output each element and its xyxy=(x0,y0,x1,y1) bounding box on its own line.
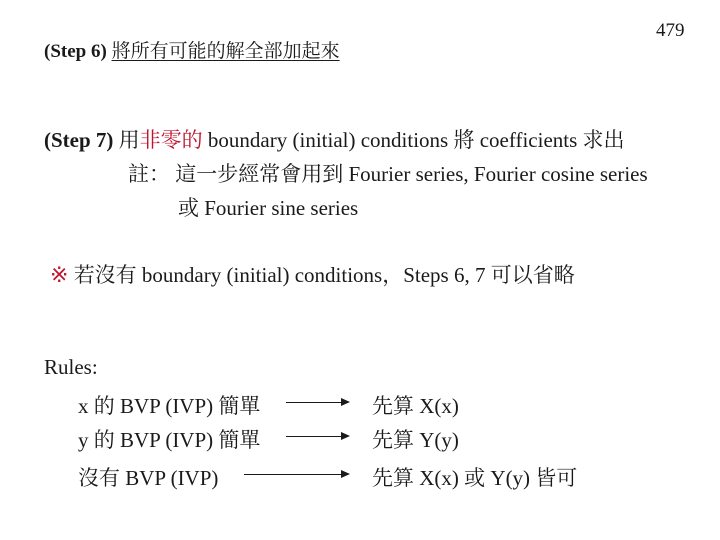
rule-1-condition: x 的 BVP (IVP) 簡單 xyxy=(78,394,261,418)
step-6-line xyxy=(44,36,340,63)
step-7-line xyxy=(44,124,625,154)
rules-title: Rules: xyxy=(44,355,98,379)
arrow-right-icon xyxy=(286,436,348,437)
arrow-right-icon xyxy=(286,402,348,403)
arrow-right-icon xyxy=(244,474,348,475)
remark-text: 若沒有 boundary (initial) conditions，Steps 6, 7 可以省略 xyxy=(68,263,575,287)
step-7-highlight: 非零的 xyxy=(139,128,203,152)
page-number: 479 xyxy=(656,20,685,41)
step-7-label: (Step 7) xyxy=(44,128,114,152)
step-6-label: (Step 6) xyxy=(44,41,107,62)
rule-1-result: 先算 X(x) xyxy=(372,394,459,418)
note-line-1: 註： 這一步經常會用到 Fourier series, Fourier cosine series xyxy=(128,162,648,186)
rule-3-condition: 沒有 BVP (IVP) xyxy=(78,466,219,490)
step-7-post: boundary (initial) conditions 將 coefficients 求出 xyxy=(202,128,625,152)
note-line-2: 或 Fourier sine series xyxy=(178,196,359,220)
step-6-text: 將所有可能的解全部加起來 xyxy=(111,41,340,62)
rule-3-result: 先算 X(x) 或 Y(y) 皆可 xyxy=(372,466,578,490)
remark-line xyxy=(50,259,575,289)
rule-2-condition: y 的 BVP (IVP) 簡單 xyxy=(78,428,261,452)
rule-2-result: 先算 Y(y) xyxy=(372,428,459,452)
reference-mark-icon: ※ xyxy=(50,262,69,287)
step-7-pre: 用 xyxy=(118,128,140,152)
